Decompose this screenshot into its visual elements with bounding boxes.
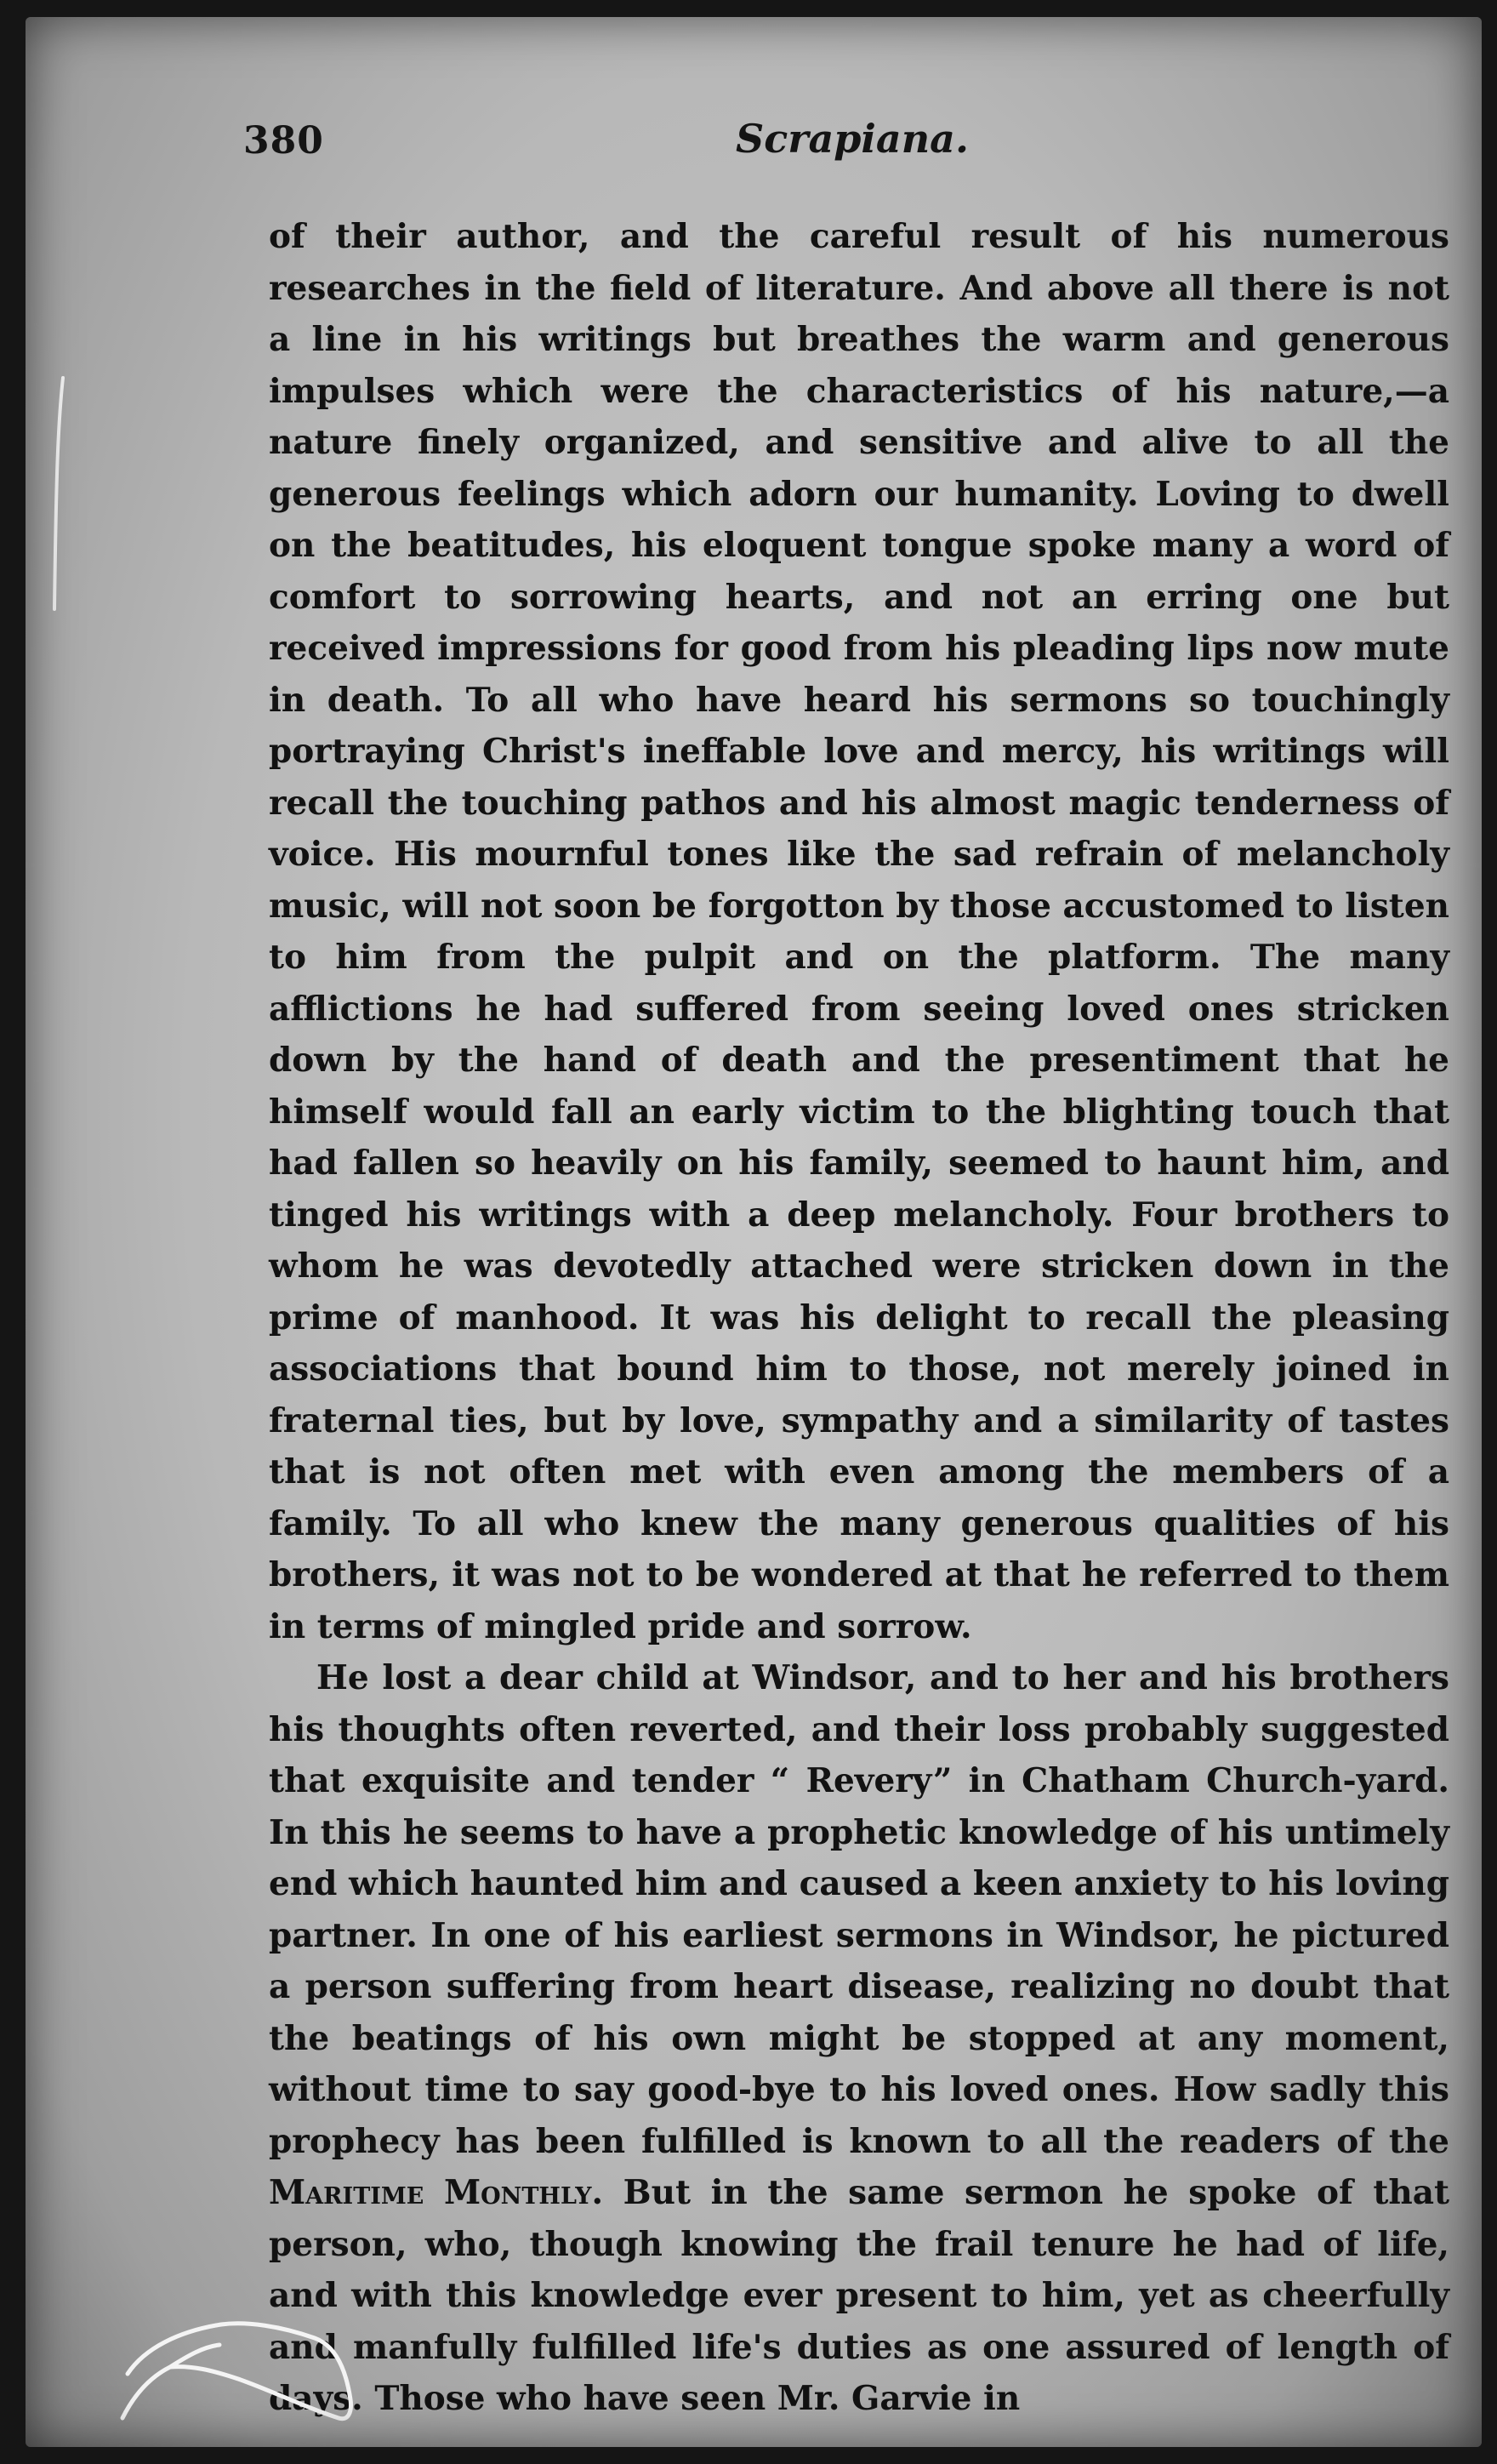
edge-scratch-mark: [48, 374, 70, 613]
running-head: [243, 112, 1461, 174]
body-text: [269, 211, 1449, 2425]
page-number: 380: [243, 119, 324, 163]
paragraph-1: of their author, and the careful result of his numerous researches in the field of literature. And above all there is not a line in his writings but breathes the warm and generous impulses which were the characteristics of his nature,—a nature finely organized, and sensitive and alive to all the generous feelings which adorn our humanity. Loving to dwell on the beatitudes, his eloquent tongue spoke many a word of comfort to sorrowing hearts, and not an erring one but received impressions for good from his pleading lips now mute in death. To all who have heard his sermons so touchingly portraying Christ's ineffable love and mercy, his writings will recall the touching pathos and his almost magic tenderness of voice. His mournful tones like the sad refrain of melancholy music, will not soon be forgotton by those accustomed to listen to him from the pulpit and on the platform. The many afflictions he had suffered from seeing loved ones stricken down by the hand of death and the presentiment that he himself would fall an early victim to the blighting touch that had fallen so heavily on his family, seemed to haunt him, and tinged his writings with a deep melancholy. Four brothers to whom he was devotedly attached were stricken down in the prime of manhood. It was his delight to recall the pleasing associations that bound him to those, not merely joined in fraternal ties, but by love, sympathy and a similarity of tastes that is not often met with even among the members of a family. To all who knew the many generous qualities of his brothers, it was not to be wondered at that he referred to them in terms of mingled pride and sorrow.: [269, 217, 1449, 1646]
book-page: [26, 17, 1482, 2447]
paragraph-2-text-before: He lost a dear child at Windsor, and to her and his brothers his thoughts often reverted, and their loss probably suggested that exquisite and tender “ Revery” in Chatham Church-yard. In this he seems to have a prophetic knowledge of his untimely end which haunted him and caused a keen anxiety to his loving partner. In one of his earliest sermons in Windsor, he pictured a person suffering from heart disease, realizing no doubt that the beatings of his own might be stopped at any moment, without time to say good-bye to his loved ones. How sadly this prophecy has been fulfilled is known to all the readers of the: [269, 1658, 1449, 2161]
ink-scribble-mark: [111, 2272, 383, 2442]
paragraph-2: [269, 1652, 1449, 2425]
running-title: Scrapiana.: [736, 116, 969, 162]
publication-name: Maritime Monthly: [269, 2173, 592, 2212]
paragraph-2-text-after: . But in the same sermon he spoke of that person, who, though knowing the frail tenure he had of life, and with this knowledge ever present to him, yet as cheerfully and manfully fulfilled life's duties as one assured of length of days. Those who have seen Mr. Garvie in: [269, 2173, 1450, 2418]
